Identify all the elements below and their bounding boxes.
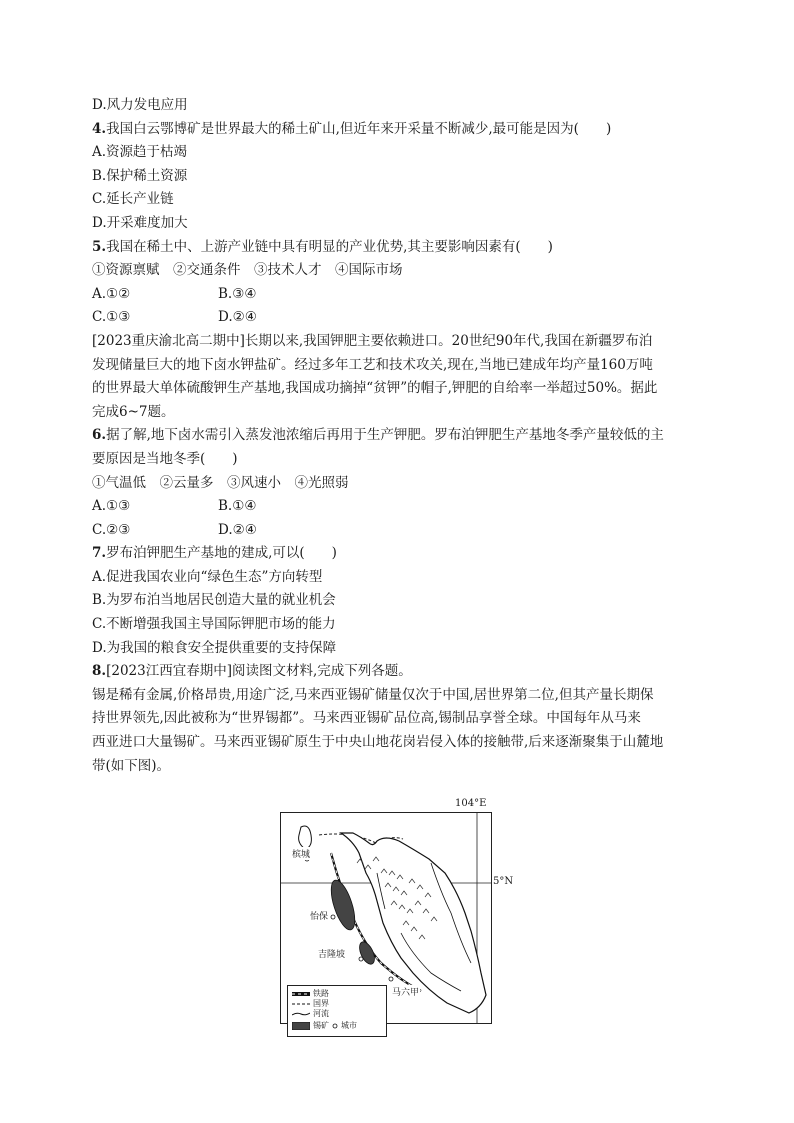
paragraph-line: 发现储量巨大的地下卤水钾盐矿。经过多年工艺和技术攻关,现在,当地已建成年均产量160万吨 [92, 356, 653, 373]
legend-label: 城市 [341, 1021, 357, 1030]
q5-option-d: D.②④ [218, 309, 257, 326]
question-6 [92, 424, 704, 448]
question-text: 我国白云鄂博矿是世界最大的稀土矿山,但近年来开采量不断减少,最可能是因为( ) [106, 120, 612, 137]
legend-label: 河流 [313, 1009, 329, 1018]
q4-option-a: A.资源趋于枯竭 [92, 144, 188, 161]
border-legend-icon [292, 1001, 310, 1007]
q6-statements: ①气温低 ②云量多 ③风速小 ④光照弱 [92, 474, 349, 491]
question-text: 我国在稀土中、上游产业链中具有明显的产业优势,其主要影响因素有( ) [106, 238, 553, 255]
longitude-label: 104°E [455, 798, 487, 809]
city-legend-icon [332, 1023, 338, 1029]
question-text: [2023江西宜春期中]阅读图文材料,完成下列各题。 [106, 663, 412, 680]
document-body [92, 94, 704, 778]
q5-option-a: A.①② [92, 285, 131, 302]
paragraph-line: 锡是稀有金属,价格昂贵,用途广泛,马来西亚锡矿储量仅次于中国,居世界第二位,但其产量长期保 [92, 686, 654, 703]
map-frame [280, 812, 492, 1030]
question-number: 8. [92, 663, 107, 680]
material-paragraph-2 [92, 684, 704, 778]
question-number: 4. [92, 120, 107, 137]
q4-option-d: D.开采难度加大 [92, 214, 188, 231]
question-number: 5. [92, 238, 107, 255]
q6-options-row-1 [92, 495, 704, 519]
city-label-kuala-lumpur: 吉隆坡 [317, 947, 346, 960]
q7-option-a: A.促进我国农业向“绿色生态”方向转型 [92, 568, 323, 585]
city-marker [331, 915, 335, 919]
legend-tin-and-city [292, 1020, 357, 1031]
paragraph-line: 的世界最大单体硫酸钾生产基地,我国成功摘掉“贫钾”的帽子,钾肥的自给率一举超过50%。据此 [92, 380, 658, 397]
q5-options-row-1 [92, 283, 704, 307]
q6-option-d: D.②④ [218, 521, 257, 538]
q3-option-d: D.风力发电应用 [92, 97, 188, 113]
q6-option-b: B.①④ [218, 498, 257, 515]
question-number: 7. [92, 545, 107, 562]
city-label-penang: 槟城 [291, 847, 311, 860]
q5-option-c: C.①③ [92, 309, 131, 326]
question-5 [92, 236, 704, 260]
q7-option-d: D.为我国的粮食安全提供重要的支持保障 [92, 639, 337, 656]
tin-legend-icon [292, 1022, 310, 1030]
city-marker [389, 977, 393, 981]
q7-option-b: B.为罗布泊当地居民创造大量的就业机会 [92, 592, 336, 609]
legend-label: 铁路 [313, 989, 329, 998]
railway-legend-icon [292, 991, 310, 997]
legend-river [292, 1008, 329, 1019]
q4-option-b: B.保护稀土资源 [92, 167, 188, 184]
q6-options-row-2 [92, 519, 704, 543]
question-4 [92, 118, 704, 142]
q6-option-c: C.②③ [92, 521, 131, 538]
paragraph-line: [2023重庆渝北高二期中]长期以来,我国钾肥主要依赖进口。20世纪90年代,我国在新疆罗布泊 [92, 332, 653, 349]
paragraph-line: 西亚进口大量锡矿。马来西亚锡矿原生于中央山地花岗岩侵入体的接触带,后来逐渐聚集于山麓地 [92, 734, 664, 751]
river-legend-icon [292, 1011, 310, 1017]
q6-option-a: A.①③ [92, 498, 131, 515]
penang-island [299, 826, 312, 849]
question-6-cont: 要原因是当地冬季( ) [92, 450, 238, 467]
tin-deposit-area [356, 940, 377, 967]
question-7 [92, 542, 704, 566]
question-8 [92, 660, 704, 684]
city-label-malacca: 马六甲 [391, 985, 420, 998]
question-text: 罗布泊钾肥生产基地的建成,可以( ) [106, 545, 337, 562]
city-marker [359, 957, 363, 961]
paragraph-line: 持世界领先,因此被称为“世界锡都”。马来西亚锡矿品位高,锡制品享誉全球。中国每年从马来 [92, 710, 641, 727]
legend-label: 国界 [313, 999, 329, 1008]
q4-option-c: C.延长产业链 [92, 191, 174, 208]
material-paragraph-1 [92, 330, 704, 424]
map-legend [287, 985, 387, 1037]
city-label-ipoh: 怡保 [309, 909, 329, 922]
legend-label: 锡矿 [313, 1021, 329, 1030]
question-text: 据了解,地下卤水需引入蒸发池浓缩后再用于生产钾肥。罗布泊钾肥生产基地冬季产量较低的主 [106, 427, 664, 444]
q5-statements: ①资源禀赋 ②交通条件 ③技术人才 ④国际市场 [92, 262, 403, 279]
latitude-label: 5°N [493, 876, 514, 887]
paragraph-line: 带(如下图)。 [92, 757, 171, 774]
paragraph-line: 完成6~7题。 [92, 403, 175, 420]
tin-deposit-area [326, 877, 359, 932]
q7-option-c: C.不断增强我国主导国际钾肥市场的能力 [92, 616, 336, 633]
q5-options-row-2 [92, 306, 704, 330]
malaysia-tin-map-figure [277, 798, 517, 1030]
question-number: 6. [92, 427, 107, 444]
q5-option-b: B.③④ [218, 285, 257, 302]
